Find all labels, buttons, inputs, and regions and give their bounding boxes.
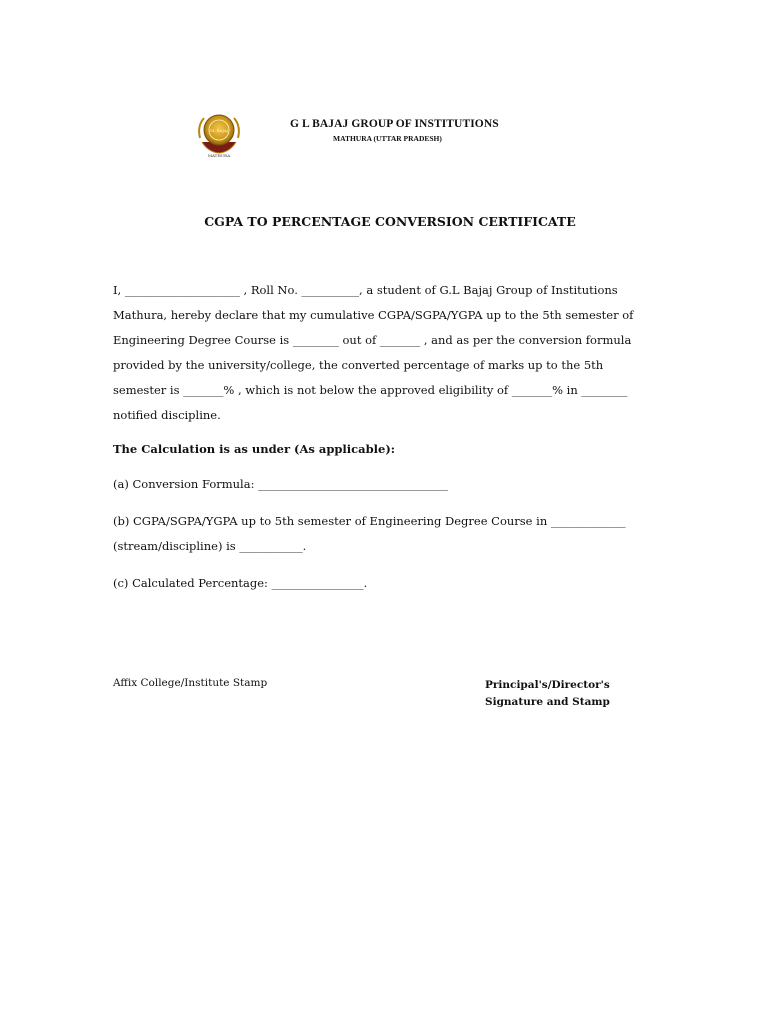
institution-logo (194, 108, 244, 158)
declaration-line: provided by the university/college, the converted percentage of marks up to the 5th (113, 358, 604, 372)
declaration-line: Engineering Degree Course is ________ out of _______ , and as per the conversion formula (113, 333, 632, 347)
declaration-line: notified discipline. (113, 408, 221, 422)
calculation-heading: The Calculation is as under (As applicable): (113, 442, 396, 456)
page-title: CGPA TO PERCENTAGE CONVERSION CERTIFICATE (204, 214, 576, 229)
signature-label-line: Principal's/Director's (485, 679, 610, 691)
signature-label (485, 677, 610, 711)
declaration-paragraph (113, 278, 658, 428)
calculated-percentage-item: (c) Calculated Percentage: ________________. (113, 576, 368, 590)
declaration-line: semester is _______% , which is not below the approved eligibility of _______% in ________ (113, 383, 628, 397)
signature-label-line: Signature and Stamp (485, 696, 610, 708)
cgpa-item (113, 509, 626, 559)
stamp-label: Affix College/Institute Stamp (113, 677, 268, 689)
institution-location: MATHURA (UTTAR PRADESH) (333, 134, 442, 143)
logo-text: GL BAJAJ (209, 128, 229, 133)
institution-name: G L BAJAJ GROUP OF INSTITUTIONS (290, 118, 499, 130)
conversion-formula-item: (a) Conversion Formula: _________________________________ (113, 477, 448, 491)
cgpa-item-line: (stream/discipline) is ___________. (113, 539, 307, 553)
declaration-line: Mathura, hereby declare that my cumulative CGPA/SGPA/YGPA up to the 5th semester of (113, 308, 634, 322)
logo-subtext: MATHURA (207, 153, 231, 158)
declaration-line: I, ____________________ , Roll No. __________, a student of G.L Bajaj Group of Institutions (113, 283, 618, 297)
cgpa-item-line: (b) CGPA/SGPA/YGPA up to 5th semester of Engineering Degree Course in _____________ (113, 514, 626, 528)
